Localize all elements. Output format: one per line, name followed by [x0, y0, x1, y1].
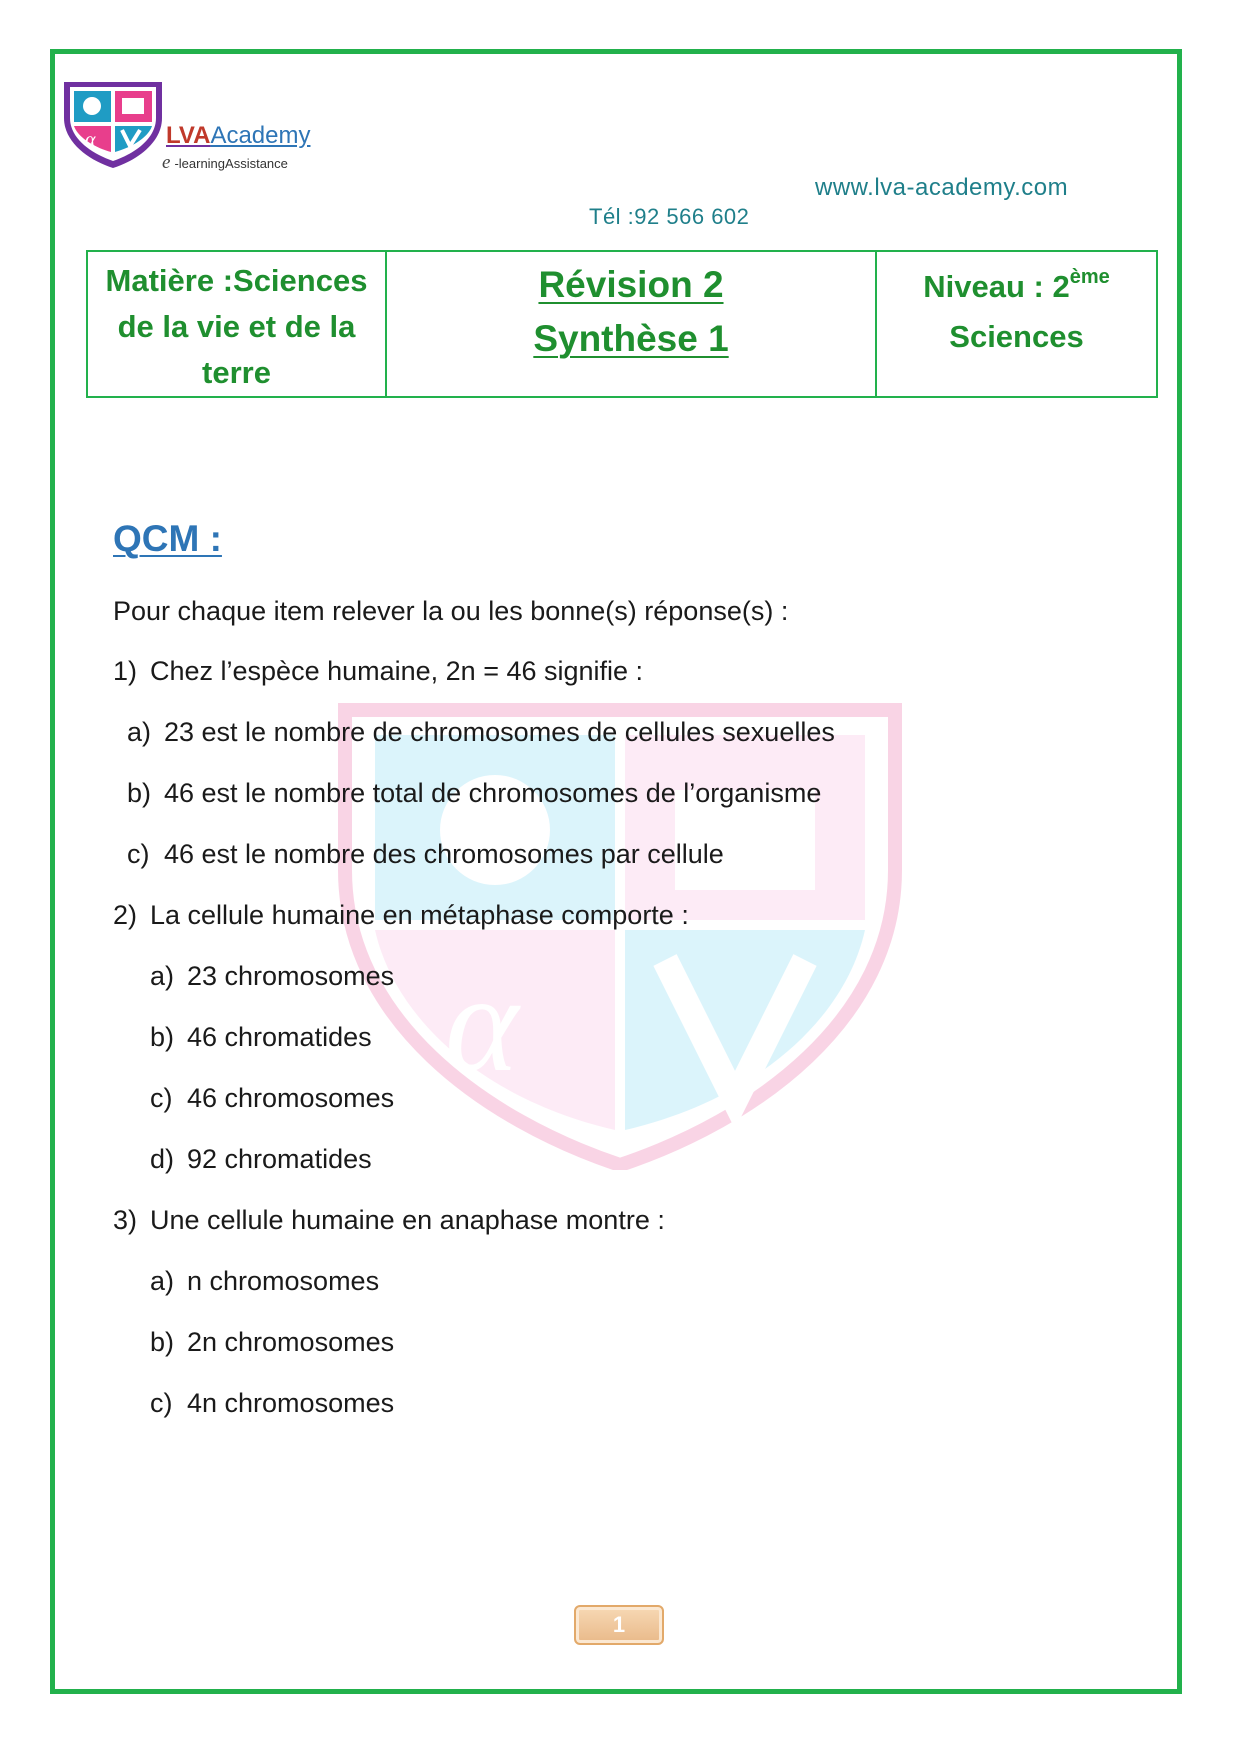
level-superscript: ème [1069, 266, 1110, 288]
option-text: 46 chromatides [187, 1022, 372, 1052]
question-label: 3) [113, 1205, 138, 1235]
option-text: 2n chromosomes [187, 1327, 395, 1357]
lva-watermark-icon [335, 700, 905, 1170]
option-text: n chromosomes [187, 1266, 380, 1296]
tagline-e: e [162, 152, 171, 173]
subject-line: Matière :Sciences [105, 263, 368, 298]
option-label: a) [150, 961, 175, 991]
option-text: 46 est le nombre total de chromosomes de l’organisme [164, 778, 822, 808]
option-3a [150, 1266, 379, 1297]
title-cell [386, 251, 876, 397]
svg-text:α: α [445, 946, 519, 1101]
phone-number: Tél :92 566 602 [589, 204, 750, 229]
question-text: Une cellule humaine en anaphase montre : [150, 1205, 665, 1235]
option-label: b) [127, 778, 152, 808]
instruction-text: Pour chaque item relever la ou les bonne(s) réponse(s) : [113, 596, 789, 626]
brand-name [166, 122, 310, 150]
question-text: La cellule humaine en métaphase comporte : [150, 900, 689, 930]
option-text: 46 chromosomes [187, 1083, 395, 1113]
option-label: a) [127, 717, 152, 747]
question-text: Chez l’espèce humaine, 2n = 46 signifie : [150, 656, 644, 686]
option-1c [127, 839, 724, 870]
option-label: b) [150, 1022, 175, 1052]
option-3b [150, 1327, 394, 1358]
level-prefix: Niveau : 2 [923, 269, 1070, 304]
option-label: c) [150, 1388, 173, 1418]
level-line2: Sciences [949, 319, 1084, 354]
option-2c [150, 1083, 394, 1114]
level-line [885, 264, 1148, 310]
svg-text:α: α [85, 129, 96, 151]
option-text: 23 chromosomes [187, 961, 395, 991]
subject-line: de la vie et de la [117, 309, 356, 344]
option-text: 46 est le nombre des chromosomes par cellule [164, 839, 724, 869]
brand-lva: LVA [166, 122, 211, 149]
option-label: c) [150, 1083, 173, 1113]
option-1b [127, 778, 821, 809]
option-1a [127, 717, 835, 748]
info-table [86, 250, 1158, 398]
question-3 [113, 1205, 665, 1236]
qcm-heading: QCM : [113, 518, 222, 559]
question-1 [113, 656, 643, 687]
brand-tagline [162, 152, 288, 174]
subject-line: terre [202, 355, 271, 390]
option-label: c) [127, 839, 150, 869]
page-number: 1 [574, 1605, 664, 1645]
question-label: 1) [113, 656, 138, 686]
option-2a [150, 961, 394, 992]
question-2 [113, 900, 689, 931]
option-text: 23 est le nombre de chromosomes de cellules sexuelles [164, 717, 835, 747]
lva-shield-logo-icon [58, 78, 168, 170]
option-label: a) [150, 1266, 175, 1296]
subject-cell [87, 251, 386, 397]
option-3c [150, 1388, 394, 1419]
option-text: 92 chromatides [187, 1144, 372, 1174]
option-2b [150, 1022, 372, 1053]
option-label: b) [150, 1327, 175, 1357]
option-2d [150, 1144, 372, 1175]
question-label: 2) [113, 900, 138, 930]
option-label: d) [150, 1144, 175, 1174]
brand-academy: Academy [210, 122, 311, 149]
option-text: 4n chromosomes [187, 1388, 395, 1418]
title-revision: Révision 2 [538, 264, 724, 305]
title-synthese: Synthèse 1 [533, 318, 729, 359]
tagline-text: -learningAssistance [174, 156, 288, 171]
level-cell [876, 251, 1157, 397]
website-link[interactable]: www.lva-academy.com [815, 174, 1069, 201]
